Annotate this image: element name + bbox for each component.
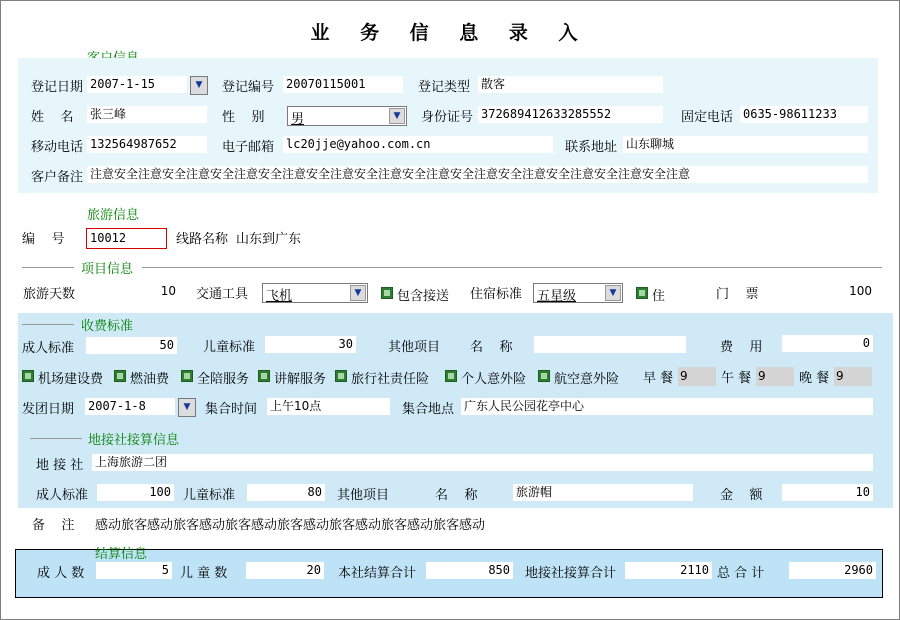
other-fee-field[interactable]: 0: [782, 335, 873, 352]
own-total-label: 本社结算合计: [338, 566, 417, 581]
email-field[interactable]: lc20jje@yahoo.com.cn: [283, 136, 553, 153]
service-label: 燃油费: [130, 372, 170, 387]
meet-place-label: 集合地点: [402, 402, 455, 417]
reg-no-field[interactable]: 20070115001: [283, 76, 403, 93]
service-label: 个人意外险: [461, 372, 527, 387]
ticket-label: 门 票: [716, 287, 759, 302]
lunch-field[interactable]: 9: [756, 367, 794, 386]
children-field[interactable]: 20: [246, 562, 324, 579]
stay-label: 住: [652, 289, 666, 304]
chevron-down-icon: ▼: [183, 402, 191, 412]
meet-place-field[interactable]: 广东人民公园花亭中心: [461, 398, 873, 415]
chevron-down-icon: ▼: [389, 108, 405, 124]
reg-no-label: 登记编号: [222, 80, 275, 95]
service-checkbox[interactable]: [22, 370, 34, 382]
other-fee-label: 费 用: [720, 340, 763, 355]
code-label: 编 号: [22, 232, 65, 247]
pickup-label: 包含接送: [397, 289, 450, 304]
reg-date-label: 登记日期: [31, 80, 84, 95]
section-project: 项目信息: [81, 262, 134, 277]
stay-checkbox[interactable]: [636, 287, 648, 299]
local-amount-label: 金 额: [720, 488, 763, 503]
chevron-down-icon: ▼: [605, 285, 621, 301]
other-name-field[interactable]: [534, 336, 686, 353]
lunch-label: 午 餐: [721, 371, 752, 386]
transport-label: 交通工具: [196, 287, 249, 302]
address-label: 联系地址: [565, 140, 618, 155]
meet-time-label: 集合时间: [205, 402, 258, 417]
service-checkbox[interactable]: [258, 370, 270, 382]
page-title: 业 务 信 息 录 入: [310, 22, 590, 44]
mobile-field[interactable]: 132564987652: [87, 136, 207, 153]
depart-field[interactable]: 2007-1-8: [85, 398, 175, 415]
local-child-field[interactable]: 80: [247, 484, 325, 501]
reg-type-label: 登记类型: [418, 80, 471, 95]
pickup-checkbox[interactable]: [381, 287, 393, 299]
local-other-label: 其他项目: [337, 488, 390, 503]
lodging-value: 五星级: [537, 289, 577, 304]
gender-select[interactable]: [287, 106, 407, 126]
service-label: 全陪服务: [197, 372, 250, 387]
phone-label: 固定电话: [681, 110, 734, 125]
divider: [142, 267, 882, 268]
address-field[interactable]: 山东聊城: [623, 136, 868, 153]
local-adult-label: 成人标准: [36, 488, 89, 503]
breakfast-label: 早 餐: [643, 371, 674, 386]
own-total-field[interactable]: 850: [426, 562, 513, 579]
service-checkbox[interactable]: [114, 370, 126, 382]
service-label: 旅行社责任险: [351, 372, 430, 387]
transport-value: 飞机: [266, 289, 293, 304]
section-travel: 旅游信息: [87, 208, 140, 223]
adult-fee-label: 成人标准: [22, 341, 75, 356]
adult-fee-field[interactable]: 50: [86, 337, 177, 354]
reg-type-field[interactable]: 散客: [478, 76, 663, 93]
dinner-field[interactable]: 9: [834, 367, 872, 386]
local-adult-field[interactable]: 100: [97, 484, 174, 501]
service-checkbox[interactable]: [538, 370, 550, 382]
name-field[interactable]: 张三峰: [87, 106, 207, 123]
grand-total-label: 总 合 计: [717, 566, 765, 581]
section-fees: 收费标准: [81, 319, 134, 334]
agency-field[interactable]: 上海旅游二团: [92, 454, 873, 471]
name-label: 姓 名: [31, 110, 74, 125]
local-total-label: 地接社接算合计: [525, 566, 617, 581]
section-settle: 结算信息: [95, 547, 148, 562]
lodging-select[interactable]: [533, 283, 623, 303]
divider: [22, 267, 74, 268]
code-field[interactable]: 10012: [86, 228, 167, 249]
days-label: 旅游天数: [23, 287, 76, 302]
remark-label: 客户备注: [31, 170, 84, 185]
service-checkbox[interactable]: [181, 370, 193, 382]
other-name-label: 名 称: [470, 340, 513, 355]
child-fee-field[interactable]: 30: [265, 336, 356, 353]
child-fee-label: 儿童标准: [203, 340, 256, 355]
meet-time-field[interactable]: 上午10点: [267, 398, 390, 415]
local-name-label: 名 称: [435, 488, 478, 503]
email-label: 电子邮箱: [222, 140, 275, 155]
section-local: 地接社接算信息: [88, 433, 180, 448]
id-field[interactable]: 372689412633285552: [478, 106, 663, 123]
route-value[interactable]: 山东到广东: [236, 232, 302, 247]
note-value[interactable]: 感动旅客感动旅客感动旅客感动旅客感动旅客感动旅客感动旅客感动: [95, 518, 486, 533]
days-value[interactable]: 10: [160, 284, 176, 298]
local-total-field[interactable]: 2110: [625, 562, 712, 579]
transport-select[interactable]: [262, 283, 368, 303]
note-label: 备 注: [32, 518, 75, 533]
chevron-down-icon: ▼: [195, 80, 203, 90]
depart-label: 发团日期: [22, 402, 75, 417]
phone-field[interactable]: 0635-98611233: [740, 106, 868, 123]
reg-date-field[interactable]: 2007-1-15: [87, 76, 187, 93]
breakfast-field[interactable]: 9: [678, 367, 716, 386]
lodging-label: 住宿标准: [470, 287, 523, 302]
dinner-label: 晚 餐: [799, 371, 830, 386]
route-label: 线路名称: [176, 232, 229, 247]
divider: [30, 438, 82, 439]
id-label: 身份证号: [421, 110, 474, 125]
chevron-down-icon: ▼: [350, 285, 366, 301]
children-label: 儿 童 数: [180, 566, 228, 581]
reg-date-dropdown[interactable]: [190, 76, 208, 95]
ticket-value[interactable]: 100: [849, 284, 872, 298]
grand-total-field[interactable]: 2960: [789, 562, 876, 579]
adults-field[interactable]: 5: [96, 562, 172, 579]
divider: [22, 324, 74, 325]
local-child-label: 儿童标准: [183, 488, 236, 503]
other-label: 其他项目: [388, 340, 441, 355]
gender-value: 男: [291, 112, 305, 127]
service-label: 航空意外险: [554, 372, 620, 387]
gender-label: 性 别: [222, 110, 265, 125]
local-amount-field[interactable]: 10: [782, 484, 873, 501]
local-name-field[interactable]: 旅游帽: [513, 484, 693, 501]
mobile-label: 移动电话: [31, 140, 84, 155]
agency-label: 地 接 社: [36, 458, 84, 473]
remark-field[interactable]: 注意安全注意安全注意安全注意安全注意安全注意安全注意安全注意安全注意安全注意安全注意安全注意安全注意: [87, 166, 868, 183]
service-label: 讲解服务: [274, 372, 327, 387]
service-label: 机场建设费: [38, 372, 104, 387]
depart-dropdown[interactable]: [178, 398, 196, 417]
adults-label: 成 人 数: [37, 566, 85, 581]
service-checkbox[interactable]: [445, 370, 457, 382]
service-checkbox[interactable]: [335, 370, 347, 382]
